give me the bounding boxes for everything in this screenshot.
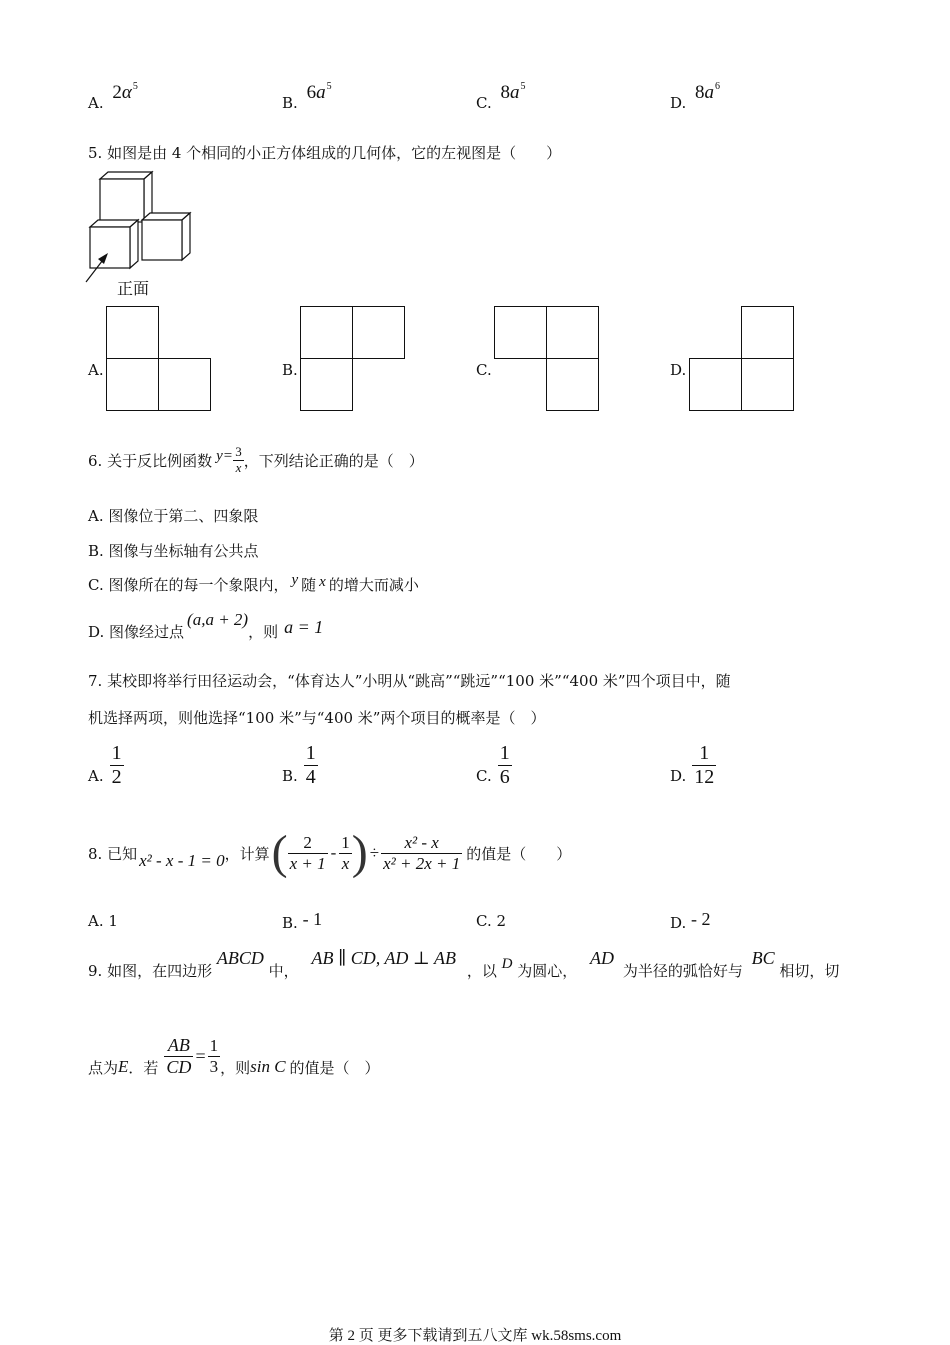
denominator: 4: [305, 765, 316, 788]
numerator: x² - x: [381, 833, 462, 854]
var: a: [704, 82, 715, 103]
square: [494, 306, 547, 359]
page-footer: 第 2 页 更多下载请到五八文库 wk.58sms.com: [328, 1328, 622, 1344]
q9-stem-mid2: ，以: [466, 962, 497, 980]
q6-option-d: [88, 610, 324, 642]
square: [352, 306, 405, 359]
denominator: 12: [694, 765, 715, 788]
square: [106, 306, 159, 359]
q5-option-a-label: A.: [88, 361, 104, 379]
square: [741, 306, 794, 359]
q9-stem-mid3: 为圆心，: [517, 962, 578, 980]
q6-option-c: [88, 574, 419, 595]
divide-sign: ÷: [369, 843, 380, 862]
opt-d-pre: D. 图像经过点: [88, 623, 185, 641]
numerator: 1: [209, 1035, 219, 1055]
var: α: [121, 82, 132, 103]
square: [300, 358, 353, 411]
square: [106, 358, 159, 411]
ratio-fraction: [164, 1035, 193, 1077]
q5-option-b-label: B.: [282, 361, 298, 379]
var-y: y: [291, 572, 299, 588]
q9-line-1: [88, 948, 840, 981]
option-label: D.: [670, 914, 687, 932]
coef: 6: [306, 82, 317, 103]
q8-stem-mid: ，计算: [224, 844, 270, 863]
given-equation: x² - x - 1 = 0: [139, 851, 225, 870]
denominator: x: [235, 459, 242, 475]
coef: 8: [695, 82, 705, 103]
exponent: 5: [520, 81, 526, 92]
denominator: x + 1: [289, 853, 326, 873]
numerator: 1: [111, 741, 122, 764]
fraction: [304, 742, 318, 789]
option-label: A.: [88, 94, 104, 112]
q8-option-b: [282, 909, 323, 933]
point: (a,a + 2): [187, 610, 249, 629]
q7-option-b: [282, 740, 318, 790]
value: - 2: [691, 909, 711, 929]
ratio-value: [208, 1036, 221, 1076]
sin-c: sin C: [250, 1057, 286, 1076]
left-paren: (: [271, 826, 288, 879]
cube-figure: [84, 170, 194, 285]
func-eq: =: [223, 447, 233, 464]
q4-option-c: [476, 81, 526, 114]
q7-option-a: [88, 740, 124, 790]
var: a: [510, 82, 520, 103]
q5-option-a-figure: [106, 306, 212, 412]
point-e: E: [118, 1057, 129, 1076]
exponent: 5: [326, 81, 332, 92]
q4-c-expr: [501, 82, 526, 103]
q9-line2-mid2: ，则: [220, 1058, 251, 1077]
option-label: D.: [670, 94, 687, 112]
q8-option-c: C. 2: [476, 912, 507, 930]
fraction: [498, 742, 512, 789]
q7-option-c: [476, 740, 512, 790]
q9-line2-pre: 点为: [88, 1058, 119, 1077]
q4-option-b: [282, 81, 332, 114]
option-label: B.: [282, 914, 298, 932]
numerator: 3: [235, 444, 242, 459]
equation: a = 1: [284, 617, 324, 637]
q7-option-d: [670, 740, 716, 790]
var: a: [316, 82, 326, 103]
q6-stem-post: ，下列结论正确的是（ ）: [243, 451, 424, 470]
denominator: x: [341, 853, 350, 873]
q5-stem: 5. 如图是由 4 个相同的小正方体组成的几何体，它的左视图是（ ）: [88, 144, 562, 162]
fraction: [110, 742, 124, 789]
minus-sign: -: [330, 843, 337, 862]
numerator: 1: [305, 741, 316, 764]
tangent-line: BC: [751, 948, 775, 968]
option-label: D.: [670, 767, 687, 785]
exponent: 6: [715, 81, 721, 92]
front-label: 正面: [117, 279, 150, 298]
denominator: 2: [111, 765, 122, 788]
q9-stem-pre: 9. 如图，在四边形: [88, 962, 213, 980]
square: [546, 358, 599, 411]
q4-a-expr: [112, 82, 137, 103]
q8-option-d: [670, 909, 711, 933]
q5-option-b-figure: [300, 306, 406, 412]
q4-b-expr: [307, 82, 332, 103]
q4-option-a: [88, 81, 138, 114]
right-paren: ): [351, 826, 368, 879]
q4-d-expr: [695, 82, 720, 103]
option-label: C.: [476, 767, 492, 785]
q7-line-2: 机选择两项，则他选择“100 米”与“400 米”两个项目的概率是（ ）: [88, 709, 546, 727]
conditions: AB ∥ CD, AD ⊥ AB: [311, 948, 457, 968]
q9-line2-post: 的值是（ ）: [289, 1058, 380, 1077]
coef: 8: [500, 82, 510, 103]
q9-line2-mid: ．若: [128, 1058, 159, 1077]
square: [546, 306, 599, 359]
value: - 1: [302, 909, 323, 929]
q6-stem: [88, 445, 424, 476]
q6-option-a: A. 图像位于第二、四象限: [88, 507, 259, 525]
denominator: 6: [499, 765, 510, 788]
numerator: 1: [341, 832, 350, 852]
option-label: A.: [88, 767, 104, 785]
radius: AD: [590, 948, 615, 968]
q8-stem-post: 的值是（ ）: [466, 844, 572, 863]
opt-d-mid: ，则: [248, 623, 279, 641]
numerator: AB: [164, 1035, 193, 1057]
q5-option-d-figure: [689, 306, 795, 412]
numerator: 1: [692, 742, 716, 766]
func-y: y: [216, 447, 223, 464]
q9-stem-mid4: 为半径的弧恰好与: [622, 962, 743, 980]
square: [689, 358, 742, 411]
square: [741, 358, 794, 411]
q5-option-c-label: C.: [476, 361, 492, 379]
q4-option-d: [670, 81, 721, 114]
fraction-3: [381, 833, 462, 873]
q7-line-1: 7. 某校即将举行田径运动会，“体育达人”小明从“跳高”“跳远”“100 米”“400 米”四个项目中，随: [88, 672, 731, 690]
coef: 2: [112, 82, 122, 103]
option-label: B.: [282, 767, 298, 785]
option-label: C.: [476, 94, 492, 112]
q5-option-c-figure: [494, 306, 600, 412]
fraction-2: [339, 833, 352, 873]
q8-option-a: A. 1: [88, 912, 118, 930]
q5-option-d-label: D.: [670, 361, 687, 379]
q9-stem-mid5: 相切，切: [779, 962, 840, 980]
var-x: x: [319, 574, 326, 590]
q8-stem: [88, 826, 571, 880]
quadrilateral: ABCD: [216, 948, 264, 968]
fraction: [692, 742, 716, 789]
square: [158, 358, 211, 411]
q8-stem-pre: 8. 已知: [88, 844, 138, 863]
func-fraction: [233, 445, 244, 476]
denominator: 3: [209, 1056, 219, 1076]
fraction-1: [288, 833, 328, 873]
q9-line-2: [88, 1030, 380, 1082]
exponent: 5: [132, 81, 138, 92]
denominator: x² + 2x + 1: [383, 853, 461, 873]
denominator: CD: [166, 1056, 192, 1077]
numerator: 1: [499, 741, 510, 764]
center-point: D: [501, 956, 513, 972]
q9-stem-mid1: 中，: [268, 962, 299, 980]
equals-sign: =: [195, 1045, 206, 1066]
square: [300, 306, 353, 359]
opt-c-pre: C. 图像所在的每一个象限内，: [88, 576, 289, 594]
numerator: 2: [288, 833, 328, 854]
option-label: B.: [282, 94, 298, 112]
q6-option-b: B. 图像与坐标轴有公共点: [88, 542, 259, 560]
opt-c-mid: 随: [301, 576, 317, 594]
q6-stem-pre: 6. 关于反比例函数: [88, 451, 213, 470]
opt-c-post: 的增大而减小: [328, 576, 419, 594]
